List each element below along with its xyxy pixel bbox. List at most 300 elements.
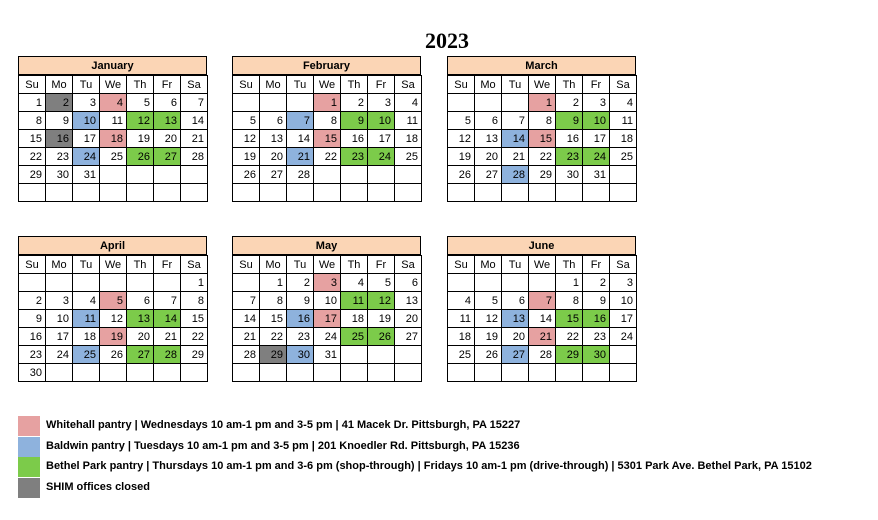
day-cell: 15 — [529, 130, 556, 148]
day-cell: 19 — [233, 148, 260, 166]
day-cell: 13 — [395, 292, 422, 310]
day-cell: 27 — [475, 166, 502, 184]
weekday-label: Tu — [502, 76, 529, 94]
month-grid — [232, 75, 422, 202]
weekday-label: Fr — [154, 76, 181, 94]
empty-day-cell — [448, 364, 475, 382]
weekday-label: Mo — [260, 76, 287, 94]
day-cell: 6 — [395, 274, 422, 292]
day-cell: 2 — [46, 94, 73, 112]
day-cell: 1 — [314, 94, 341, 112]
day-cell: 23 — [287, 328, 314, 346]
week-row — [233, 328, 422, 346]
day-cell: 28 — [529, 346, 556, 364]
day-cell: 30 — [556, 166, 583, 184]
weekday-label: Th — [341, 256, 368, 274]
day-cell: 28 — [502, 166, 529, 184]
month-may — [232, 236, 421, 382]
week-row — [233, 274, 422, 292]
weekday-label: Tu — [73, 256, 100, 274]
day-cell: 25 — [610, 148, 637, 166]
weekday-label: Sa — [181, 76, 208, 94]
empty-day-cell — [127, 364, 154, 382]
empty-day-cell — [287, 184, 314, 202]
day-cell: 12 — [100, 310, 127, 328]
empty-day-cell — [395, 346, 422, 364]
weekday-label: Th — [556, 256, 583, 274]
day-cell: 8 — [556, 292, 583, 310]
week-row — [19, 130, 208, 148]
empty-day-cell — [260, 364, 287, 382]
day-cell: 18 — [341, 310, 368, 328]
empty-day-cell — [529, 364, 556, 382]
empty-day-cell — [475, 364, 502, 382]
day-cell: 27 — [154, 148, 181, 166]
day-cell: 6 — [260, 112, 287, 130]
empty-day-cell — [475, 94, 502, 112]
empty-day-cell — [127, 166, 154, 184]
empty-day-cell — [529, 274, 556, 292]
legend-swatch-whitehall — [18, 416, 40, 436]
empty-day-cell — [181, 364, 208, 382]
week-row — [19, 148, 208, 166]
day-cell: 9 — [19, 310, 46, 328]
day-cell: 2 — [556, 94, 583, 112]
empty-day-cell — [260, 94, 287, 112]
weekday-label: Su — [233, 76, 260, 94]
day-cell: 29 — [19, 166, 46, 184]
empty-day-cell — [314, 184, 341, 202]
day-cell: 16 — [556, 130, 583, 148]
empty-day-cell — [368, 346, 395, 364]
empty-day-cell — [341, 364, 368, 382]
day-cell: 28 — [181, 148, 208, 166]
legend-swatch-baldwin — [18, 437, 40, 457]
day-cell: 30 — [46, 166, 73, 184]
week-row — [448, 292, 637, 310]
weekday-label: Tu — [502, 256, 529, 274]
day-cell: 13 — [127, 310, 154, 328]
week-row — [233, 184, 422, 202]
day-cell: 18 — [448, 328, 475, 346]
week-row — [19, 166, 208, 184]
day-cell: 29 — [556, 346, 583, 364]
day-cell: 23 — [341, 148, 368, 166]
empty-day-cell — [556, 184, 583, 202]
day-cell: 20 — [475, 148, 502, 166]
day-cell: 11 — [448, 310, 475, 328]
day-cell: 23 — [19, 346, 46, 364]
day-cell: 31 — [73, 166, 100, 184]
weekday-label: Th — [127, 256, 154, 274]
day-cell: 14 — [287, 130, 314, 148]
day-cell: 2 — [287, 274, 314, 292]
day-cell: 5 — [448, 112, 475, 130]
day-cell: 10 — [583, 112, 610, 130]
day-cell: 21 — [154, 328, 181, 346]
empty-day-cell — [233, 184, 260, 202]
day-cell: 16 — [19, 328, 46, 346]
empty-day-cell — [100, 184, 127, 202]
day-cell: 23 — [556, 148, 583, 166]
legend-whitehall — [18, 416, 878, 436]
day-cell: 16 — [287, 310, 314, 328]
week-row — [448, 94, 637, 112]
week-row — [233, 364, 422, 382]
week-row — [233, 94, 422, 112]
day-cell: 16 — [583, 310, 610, 328]
day-cell: 17 — [368, 130, 395, 148]
empty-day-cell — [341, 346, 368, 364]
day-cell: 5 — [100, 292, 127, 310]
day-cell: 7 — [502, 112, 529, 130]
empty-day-cell — [583, 364, 610, 382]
week-row — [448, 310, 637, 328]
day-cell: 28 — [154, 346, 181, 364]
day-cell: 20 — [127, 328, 154, 346]
empty-day-cell — [100, 364, 127, 382]
day-cell: 12 — [233, 130, 260, 148]
week-row — [19, 94, 208, 112]
day-cell: 25 — [341, 328, 368, 346]
legend-closed — [18, 478, 878, 498]
empty-day-cell — [233, 274, 260, 292]
month-march — [447, 56, 636, 202]
day-cell: 24 — [46, 346, 73, 364]
week-row — [19, 112, 208, 130]
day-cell: 7 — [529, 292, 556, 310]
day-cell: 17 — [46, 328, 73, 346]
empty-day-cell — [368, 364, 395, 382]
day-cell: 20 — [395, 310, 422, 328]
month-name: February — [232, 56, 421, 75]
day-cell: 6 — [475, 112, 502, 130]
empty-day-cell — [529, 184, 556, 202]
day-cell: 15 — [260, 310, 287, 328]
day-cell: 26 — [100, 346, 127, 364]
weekday-label: Mo — [260, 256, 287, 274]
week-row — [233, 166, 422, 184]
weekday-label: Sa — [610, 256, 637, 274]
day-cell: 10 — [610, 292, 637, 310]
day-cell: 28 — [233, 346, 260, 364]
empty-day-cell — [395, 364, 422, 382]
empty-day-cell — [181, 184, 208, 202]
empty-day-cell — [610, 166, 637, 184]
month-grid — [18, 255, 208, 382]
week-row — [233, 346, 422, 364]
day-cell: 14 — [154, 310, 181, 328]
day-cell: 9 — [46, 112, 73, 130]
weekday-label: Su — [19, 256, 46, 274]
week-row — [19, 328, 208, 346]
day-cell: 14 — [233, 310, 260, 328]
legend-baldwin — [18, 437, 878, 457]
week-row — [233, 310, 422, 328]
empty-day-cell — [233, 364, 260, 382]
day-cell: 8 — [529, 112, 556, 130]
day-cell: 17 — [583, 130, 610, 148]
day-cell: 7 — [233, 292, 260, 310]
weekday-label: Tu — [73, 76, 100, 94]
day-cell: 24 — [583, 148, 610, 166]
day-cell: 22 — [314, 148, 341, 166]
week-row — [19, 364, 208, 382]
empty-day-cell — [127, 274, 154, 292]
empty-day-cell — [46, 274, 73, 292]
day-cell: 3 — [583, 94, 610, 112]
weekday-label: We — [529, 76, 556, 94]
empty-day-cell — [502, 184, 529, 202]
month-name: January — [18, 56, 207, 75]
day-cell: 19 — [475, 328, 502, 346]
week-row — [448, 112, 637, 130]
week-row — [19, 310, 208, 328]
day-cell: 11 — [395, 112, 422, 130]
week-row — [233, 130, 422, 148]
empty-day-cell — [448, 184, 475, 202]
weekday-label: Th — [341, 76, 368, 94]
month-april — [18, 236, 207, 382]
day-cell: 12 — [475, 310, 502, 328]
day-cell: 23 — [46, 148, 73, 166]
day-cell: 27 — [502, 346, 529, 364]
weekday-label: Su — [19, 76, 46, 94]
day-cell: 10 — [46, 310, 73, 328]
day-cell: 9 — [583, 292, 610, 310]
day-cell: 14 — [502, 130, 529, 148]
weekday-label: We — [314, 256, 341, 274]
day-cell: 13 — [260, 130, 287, 148]
legend-text-baldwin: Baldwin pantry | Tuesdays 10 am-1 pm and 3-5 pm | 201 Knoedler Rd. Pittsburgh, PA 15236 — [46, 440, 520, 452]
month-name: April — [18, 236, 207, 255]
week-row — [19, 184, 208, 202]
day-cell: 13 — [502, 310, 529, 328]
weekday-label: Su — [448, 256, 475, 274]
day-cell: 31 — [583, 166, 610, 184]
empty-day-cell — [502, 364, 529, 382]
empty-day-cell — [475, 184, 502, 202]
day-cell: 12 — [127, 112, 154, 130]
weekday-label: We — [529, 256, 556, 274]
day-cell: 15 — [19, 130, 46, 148]
week-row — [448, 346, 637, 364]
day-cell: 11 — [341, 292, 368, 310]
day-cell: 6 — [154, 94, 181, 112]
day-cell: 15 — [181, 310, 208, 328]
month-january — [18, 56, 207, 202]
empty-day-cell — [610, 364, 637, 382]
empty-day-cell — [287, 94, 314, 112]
day-cell: 14 — [529, 310, 556, 328]
day-cell: 5 — [127, 94, 154, 112]
day-cell: 5 — [233, 112, 260, 130]
empty-day-cell — [314, 166, 341, 184]
week-row — [19, 274, 208, 292]
day-cell: 18 — [100, 130, 127, 148]
day-cell: 29 — [260, 346, 287, 364]
week-row — [448, 130, 637, 148]
day-cell: 2 — [19, 292, 46, 310]
weekday-label: Mo — [46, 256, 73, 274]
day-cell: 28 — [287, 166, 314, 184]
day-cell: 23 — [583, 328, 610, 346]
day-cell: 5 — [475, 292, 502, 310]
day-cell: 2 — [341, 94, 368, 112]
day-cell: 19 — [127, 130, 154, 148]
day-cell: 15 — [556, 310, 583, 328]
day-cell: 12 — [368, 292, 395, 310]
day-cell: 20 — [502, 328, 529, 346]
weekday-label: Tu — [287, 256, 314, 274]
weekday-label: Tu — [287, 76, 314, 94]
day-cell: 21 — [233, 328, 260, 346]
day-cell: 29 — [181, 346, 208, 364]
month-february — [232, 56, 421, 202]
empty-day-cell — [233, 94, 260, 112]
empty-day-cell — [556, 364, 583, 382]
day-cell: 24 — [73, 148, 100, 166]
day-cell: 1 — [529, 94, 556, 112]
day-cell: 5 — [368, 274, 395, 292]
day-cell: 18 — [73, 328, 100, 346]
day-cell: 26 — [233, 166, 260, 184]
empty-day-cell — [154, 166, 181, 184]
day-cell: 30 — [583, 346, 610, 364]
day-cell: 22 — [529, 148, 556, 166]
empty-day-cell — [502, 94, 529, 112]
empty-day-cell — [475, 274, 502, 292]
day-cell: 29 — [529, 166, 556, 184]
day-cell: 10 — [314, 292, 341, 310]
empty-day-cell — [100, 166, 127, 184]
empty-day-cell — [19, 184, 46, 202]
day-cell: 9 — [556, 112, 583, 130]
year-title: 2023 — [425, 28, 469, 53]
weekday-label: Sa — [395, 76, 422, 94]
day-cell: 9 — [287, 292, 314, 310]
empty-day-cell — [154, 274, 181, 292]
weekday-label: Mo — [46, 76, 73, 94]
day-cell: 20 — [154, 130, 181, 148]
week-row — [19, 346, 208, 364]
day-cell: 10 — [368, 112, 395, 130]
weekday-label: Th — [127, 76, 154, 94]
day-cell: 4 — [395, 94, 422, 112]
empty-day-cell — [395, 166, 422, 184]
empty-day-cell — [583, 184, 610, 202]
empty-day-cell — [314, 364, 341, 382]
month-grid — [447, 255, 637, 382]
day-cell: 4 — [448, 292, 475, 310]
day-cell: 20 — [260, 148, 287, 166]
legend-text-bethel: Bethel Park pantry | Thursdays 10 am-1 pm and 3-6 pm (shop-through) | Fridays 10 am-1 pm (drive-through) | 5301 Park Ave. Bethel Park, PA 15102 — [46, 460, 812, 472]
day-cell: 2 — [583, 274, 610, 292]
empty-day-cell — [502, 274, 529, 292]
day-cell: 24 — [368, 148, 395, 166]
week-row — [19, 292, 208, 310]
empty-day-cell — [341, 166, 368, 184]
empty-day-cell — [610, 184, 637, 202]
day-cell: 12 — [448, 130, 475, 148]
day-cell: 18 — [610, 130, 637, 148]
empty-day-cell — [19, 274, 46, 292]
legend-bethel — [18, 457, 878, 477]
day-cell: 30 — [287, 346, 314, 364]
empty-day-cell — [46, 364, 73, 382]
day-cell: 6 — [127, 292, 154, 310]
weekday-label: Fr — [368, 256, 395, 274]
day-cell: 21 — [502, 148, 529, 166]
day-cell: 8 — [181, 292, 208, 310]
week-row — [448, 184, 637, 202]
day-cell: 30 — [19, 364, 46, 382]
day-cell: 4 — [610, 94, 637, 112]
day-cell: 21 — [287, 148, 314, 166]
day-cell: 15 — [314, 130, 341, 148]
day-cell: 4 — [341, 274, 368, 292]
day-cell: 25 — [73, 346, 100, 364]
day-cell: 1 — [260, 274, 287, 292]
day-cell: 26 — [475, 346, 502, 364]
empty-day-cell — [73, 184, 100, 202]
empty-day-cell — [73, 274, 100, 292]
day-cell: 25 — [395, 148, 422, 166]
weekday-label: Mo — [475, 76, 502, 94]
weekday-label: Fr — [583, 256, 610, 274]
day-cell: 16 — [46, 130, 73, 148]
day-cell: 3 — [73, 94, 100, 112]
legend-swatch-closed — [18, 478, 40, 498]
legend-text-closed: SHIM offices closed — [46, 481, 150, 493]
day-cell: 27 — [395, 328, 422, 346]
weekday-label: We — [100, 76, 127, 94]
week-row — [233, 148, 422, 166]
day-cell: 27 — [127, 346, 154, 364]
week-row — [448, 148, 637, 166]
empty-day-cell — [368, 166, 395, 184]
weekday-label: Th — [556, 76, 583, 94]
empty-day-cell — [368, 184, 395, 202]
day-cell: 6 — [502, 292, 529, 310]
day-cell: 31 — [314, 346, 341, 364]
day-cell: 11 — [100, 112, 127, 130]
day-cell: 1 — [556, 274, 583, 292]
empty-day-cell — [100, 274, 127, 292]
day-cell: 26 — [448, 166, 475, 184]
day-cell: 27 — [260, 166, 287, 184]
day-cell: 10 — [73, 112, 100, 130]
week-row — [448, 274, 637, 292]
day-cell: 26 — [127, 148, 154, 166]
day-cell: 1 — [19, 94, 46, 112]
weekday-label: Su — [233, 256, 260, 274]
empty-day-cell — [448, 94, 475, 112]
day-cell: 24 — [610, 328, 637, 346]
legend-text-whitehall: Whitehall pantry | Wednesdays 10 am-1 pm and 3-5 pm | 41 Macek Dr. Pittsburgh, PA 15227 — [46, 419, 521, 431]
month-june — [447, 236, 636, 382]
empty-day-cell — [73, 364, 100, 382]
day-cell: 22 — [556, 328, 583, 346]
day-cell: 8 — [314, 112, 341, 130]
month-name: June — [447, 236, 636, 255]
empty-day-cell — [287, 364, 314, 382]
day-cell: 9 — [341, 112, 368, 130]
weekday-label: We — [314, 76, 341, 94]
empty-day-cell — [46, 184, 73, 202]
weekday-label: Su — [448, 76, 475, 94]
empty-day-cell — [154, 184, 181, 202]
